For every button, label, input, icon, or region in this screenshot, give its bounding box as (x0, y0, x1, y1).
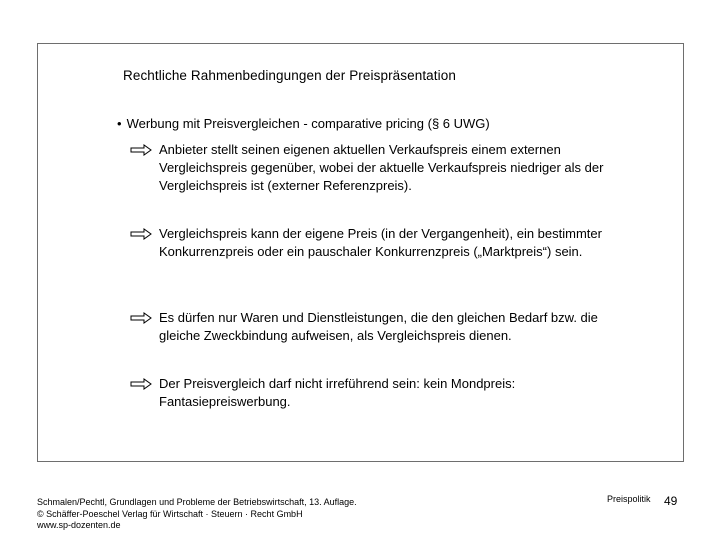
arrow-right-icon (130, 144, 153, 156)
footer-line-book: Schmalen/Pechtl, Grundlagen und Probleme der Betriebswirtschaft, 13. Auflage. (37, 497, 357, 507)
arrow-right-icon (130, 312, 153, 324)
footer-line-website: www.sp-dozenten.de (37, 520, 121, 530)
footer-line-publisher: © Schäffer-Poeschel Verlag für Wirtschaft · Steuern · Recht GmbH (37, 508, 303, 519)
footer-citation (37, 497, 357, 532)
item-text: Der Preisvergleich darf nicht irreführend sein: kein Mondpreis: Fantasiepreiswerbung. (159, 376, 516, 409)
bullet-marker: • (117, 116, 122, 131)
item-text: Anbieter stellt seinen eigenen aktuellen Verkaufspreis einem externen Vergleichspreis gegenüber, wobei der aktuelle Verkaufspreis niedriger als der Vergleichspreis ist (externer Referenzpreis). (159, 142, 604, 193)
item-text: Es dürfen nur Waren und Dienstleistungen, die den gleichen Bedarf bzw. die gleiche Zweckbindung aufweisen, als Vergleichspreis dienen. (159, 310, 598, 343)
arrow-right-icon (130, 378, 153, 390)
section-label: Preispolitik (607, 494, 651, 504)
arrow-right-icon (130, 228, 153, 240)
bullet-text: Werbung mit Preisvergleichen - comparative pricing (§ 6 UWG) (126, 116, 490, 131)
item-text: Vergleichspreis kann der eigene Preis (in der Vergangenheit), ein bestimmter Konkurrenzpreis oder ein pauschaler Konkurrenzpreis („Marktpreis“) sein. (159, 226, 602, 259)
slide-title: Rechtliche Rahmenbedingungen der Preispräsentation (123, 68, 456, 83)
bullet-comparative-pricing (117, 116, 490, 131)
page-number: 49 (664, 494, 678, 508)
